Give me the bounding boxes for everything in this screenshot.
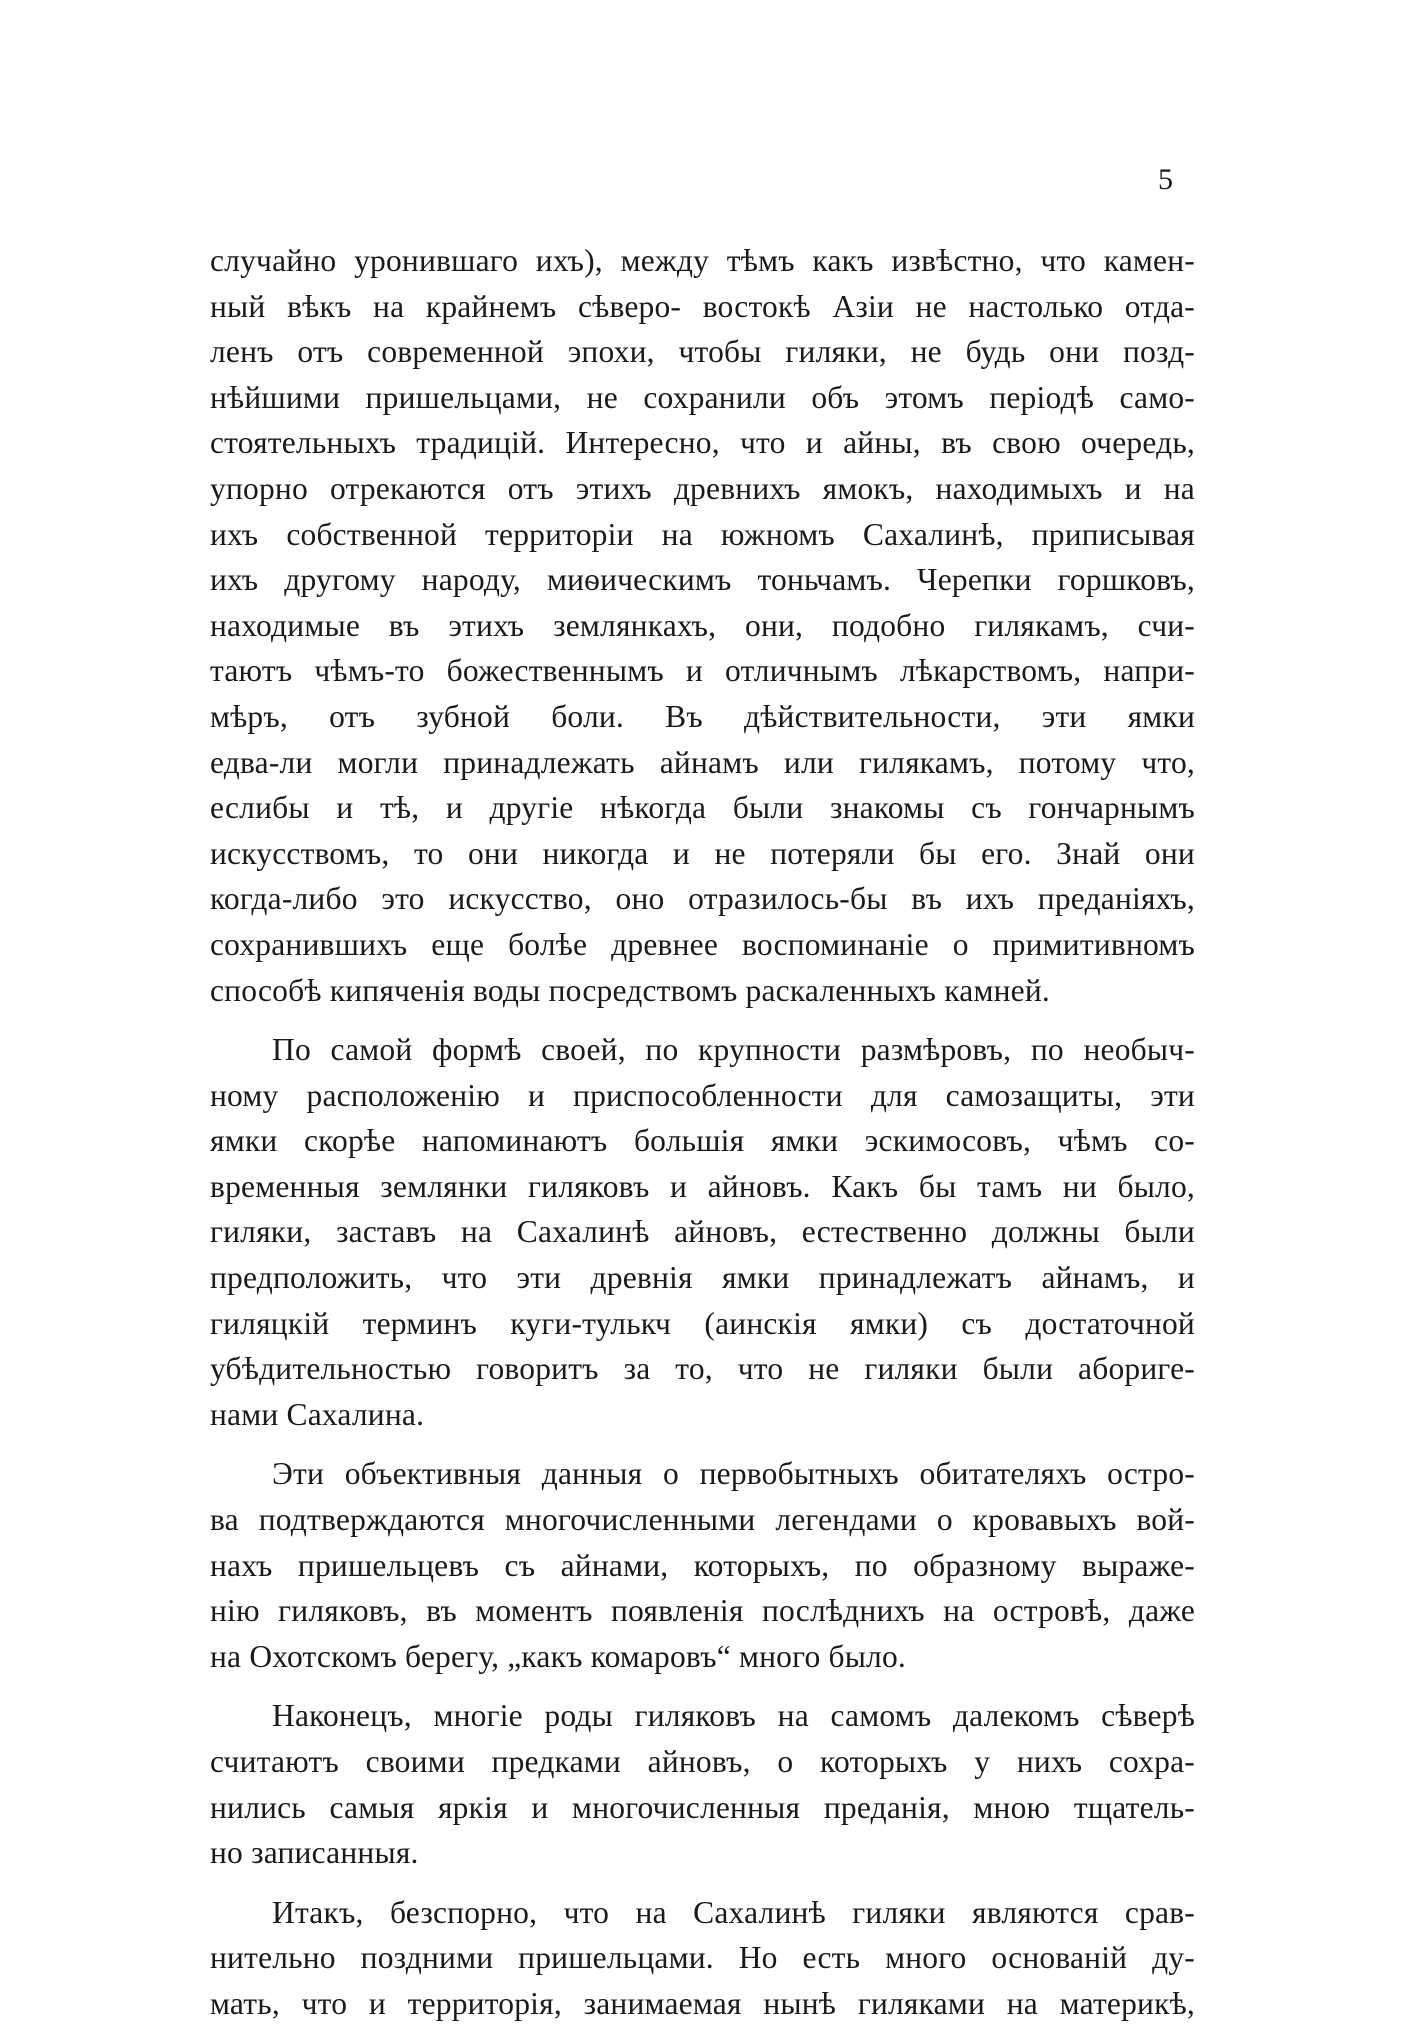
text-line: но записанныя. <box>210 1835 419 1871</box>
text-line: ва подтверждаются многочисленными легендами о кровавыхъ вой- <box>210 1502 1195 1538</box>
text-line: упорно отрекаются отъ этихъ древнихъ ямокъ, находимыхъ и на <box>210 470 1195 506</box>
text-line: нительно поздними пришельцами. Но есть много основаній ду- <box>210 1940 1195 1976</box>
text-line: находимые въ этихъ землянкахъ, они, подобно гилякамъ, счи- <box>210 607 1195 643</box>
text-line: ному расположенію и приспособленности для самозащиты, эти <box>210 1077 1195 1113</box>
text-line: ихъ другому народу, миѳическимъ тоньчамъ. Черепки горшковъ, <box>210 562 1195 598</box>
text-line: на Охотскомъ берегу, „какъ комаровъ“ много было. <box>210 1638 907 1674</box>
text-line: ный вѣкъ на крайнемъ сѣверо- востокѣ Азіи не настолько отда- <box>210 288 1195 324</box>
text-line: гиляки, заставъ на Сахалинѣ айновъ, естественно должны были <box>210 1214 1195 1250</box>
text-line: способѣ кипяченія воды посредствомъ раскаленныхъ камней. <box>210 972 1050 1008</box>
text-line: стоятельныхъ традицій. Интересно, что и айны, въ свою очередь, <box>210 425 1195 461</box>
paragraph-gap <box>210 1437 1195 1451</box>
text-line: еслибы и тѣ, и другіе нѣкогда были знакомы съ гончарнымъ <box>210 790 1195 826</box>
text-line: предположить, что эти древнія ямки принадлежатъ айнамъ, и <box>210 1260 1195 1296</box>
text-line: нами Сахалина. <box>210 1396 425 1432</box>
text-line: Наконецъ, многіе роды гиляковъ на самомъ далекомъ сѣверѣ <box>272 1698 1195 1734</box>
text-line: Эти объективныя данныя о первобытныхъ обитателяхъ остро- <box>272 1456 1195 1492</box>
text-line: мать, что и территорія, занимаемая нынѣ гиляками на материкѣ, <box>210 1985 1195 2021</box>
text-line: таютъ чѣмъ-то божественнымъ и отличнымъ лѣкарствомъ, напри- <box>210 653 1195 689</box>
text-line: мѣръ, отъ зубной боли. Въ дѣйствительности, эти ямки <box>210 698 1195 734</box>
text-line: убѣдительностью говоритъ за то, что не гиляки были абориге- <box>210 1351 1195 1387</box>
paragraph <box>210 238 1195 1013</box>
text-line: ленъ отъ современной эпохи, чтобы гиляки, не будь они позд- <box>210 334 1195 370</box>
text-line: нахъ пришельцевъ съ айнами, которыхъ, по образному выраже- <box>210 1547 1195 1583</box>
paragraph-gap <box>210 1013 1195 1027</box>
paragraph <box>210 1890 1195 2027</box>
text-line: едва-ли могли принадлежать айнамъ или гилякамъ, потому что, <box>210 744 1195 780</box>
text-line: Итакъ, безспорно, что на Сахалинѣ гиляки являются срав- <box>272 1894 1195 1930</box>
paragraph <box>210 1451 1195 1679</box>
text-line: ямки скорѣе напоминаютъ большія ямки эскимосовъ, чѣмъ со- <box>210 1123 1195 1159</box>
page-number: 5 <box>1158 163 1173 196</box>
text-line: нѣйшими пришельцами, не сохранили объ этомъ періодѣ само- <box>210 379 1195 415</box>
text-line: нію гиляковъ, въ моментъ появленія послѣднихъ на островѣ, даже <box>210 1593 1195 1629</box>
text-line: нились самыя яркія и многочисленныя преданія, мною тщатель- <box>210 1789 1195 1825</box>
paragraph-gap <box>210 1679 1195 1693</box>
text-line: ихъ собственной территоріи на южномъ Сахалинѣ, приписывая <box>210 516 1195 552</box>
text-line: случайно уронившаго ихъ), между тѣмъ какъ извѣстно, что камен- <box>210 243 1195 278</box>
paragraph <box>210 1027 1195 1437</box>
text-line: временныя землянки гиляковъ и айновъ. Какъ бы тамъ ни было, <box>210 1168 1195 1204</box>
text-line: гиляцкій терминъ куги-тулькч (аинскія ямки) съ достаточной <box>210 1305 1195 1341</box>
paragraph-gap <box>210 1876 1195 1890</box>
page-body <box>210 238 1195 2027</box>
text-line: когда-либо это искусство, оно отразилось-бы въ ихъ преданіяхъ, <box>210 881 1195 917</box>
text-line: считаютъ своими предками айновъ, о которыхъ у нихъ сохра- <box>210 1744 1195 1779</box>
text-line: По самой формѣ своей, по крупности размѣровъ, по необыч- <box>272 1032 1195 1068</box>
text-line: искусствомъ, то они никогда и не потеряли бы его. Знай они <box>210 835 1195 871</box>
paragraph <box>210 1693 1195 1875</box>
text-line: сохранившихъ еще болѣе древнее воспоминаніе о примитивномъ <box>210 926 1195 962</box>
